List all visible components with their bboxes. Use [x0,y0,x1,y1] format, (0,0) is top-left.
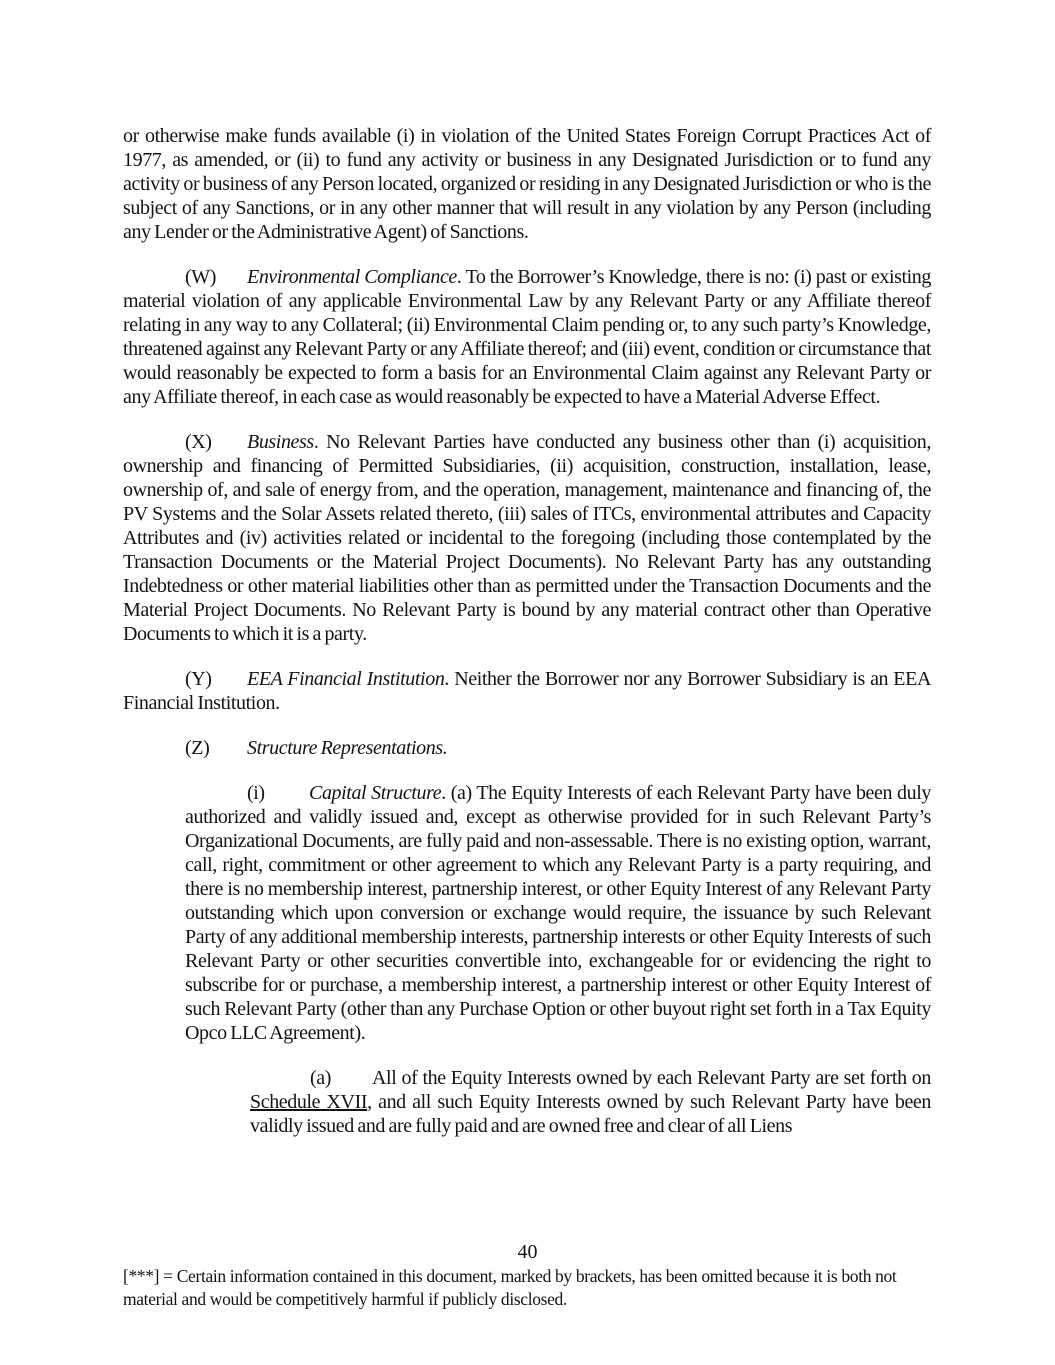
section-z-marker: (Z) [185,737,210,759]
footnote-text: [***] = Certain information contained in this document, marked by brackets, has been omitted because it is both not material and would be competitively harmful if publicly disclosed. [123,1266,897,1309]
section-w [123,265,931,409]
section-x-heading: Business [247,431,314,453]
continuation-paragraph [123,124,931,244]
section-i-body: . (a) The Equity Interests of each Relevant Party have been duly authorized and validly issued and, except as otherwise provided for in such Relevant Party’s Organizational Documents, are fully paid and non-assessable. There is no existing option, warrant, call, right, commitment or other agreement to which any Relevant Party is a party requiring, and there is no membership interest, partnership interest, or other Equity Interest of any Relevant Party outstanding which upon conversion or exchange would require, the issuance by such Relevant Party of any additional membership interests, partnership interests or other Equity Interests of such Relevant Party or other securities convertible into, exchangeable for or evidencing the right to subscribe for or purchase, a membership interest, a partnership interest or other Equity Interest of such Relevant Party (other than any Purchase Option or other buyout right set forth in a Tax Equity Opco LLC Agreement). [185,782,931,1044]
section-x-marker: (X) [185,431,212,453]
section-y-body: . Neither the Borrower nor any Borrower Subsidiary is an EEA Financial Institution. [123,668,931,714]
section-i-heading: Capital Structure [309,782,442,804]
section-w-marker: (W) [185,266,216,288]
page-number: 40 [517,1241,538,1263]
section-a-text-before: All of the Equity Interests owned by each Relevant Party are set forth on [372,1067,931,1089]
section-a-marker: (a) [310,1067,331,1089]
section-z [123,736,931,760]
document-body [123,124,931,1138]
section-y-heading: EEA Financial Institution [247,668,445,690]
section-x-body: . No Relevant Parties have conducted any business other than (i) acquisition, ownership and financing of Permitted Subsidiaries, (ii) acquisition, construction, installation, lease, ownership of, and sale of energy from, and the operation, management, maintenance and financing of, the PV Systems and the Solar Assets related thereto, (iii) sales of ITCs, environmental attributes and Capacity Attributes and (iv) activities related or incidental to the foregoing (including those contemplated by the Transaction Documents or the Material Project Documents). No Relevant Party has any outstanding Indebtedness or other material liabilities other than as permitted under the Transaction Documents and the Material Project Documents. No Relevant Party is bound by any material contract other than Operative Documents to which it is a party. [123,431,931,645]
section-x [123,430,931,646]
section-w-heading: Environmental Compliance [247,266,457,288]
section-i-marker: (i) [247,782,265,804]
section-a-text-after: , and all such Equity Interests owned by such Relevant Party have been validly issued and are fully paid and are owned free and clear of all Liens [250,1091,931,1137]
section-z-heading: Structure Representations. [247,737,448,759]
schedule-xvii-reference: Schedule XVII [250,1091,368,1113]
footnote [123,1265,941,1311]
section-a [250,1066,931,1138]
section-y-marker: (Y) [185,668,212,690]
section-y [123,667,931,715]
section-w-body: . To the Borrower’s Knowledge, there is no: (i) past or existing material violation of any applicable Environmental Law by any Relevant Party or any Affiliate thereof relating in any way to any Collateral; (ii) Environmental Claim pending or, to any such party’s Knowledge, threatened against any Relevant Party or any Affiliate thereof; and (iii) event, condition or circumstance that would reasonably be expected to form a basis for an Environmental Claim against any Relevant Party or any Affiliate thereof, in each case as would reasonably be expected to have a Material Adverse Effect. [123,266,931,408]
continuation-paragraph-text: or otherwise make funds available (i) in violation of the United States Foreign Corrupt Practices Act of 1977, as amended, or (ii) to fund any activity or business in any Designated Jurisdiction or to fund any activity or business of any Person located, organized or residing in any Designated Jurisdiction or who is the subject of any Sanctions, or in any other manner that will result in any violation by any Person (including any Lender or the Administrative Agent) of Sanctions. [123,125,931,243]
section-i [185,781,931,1045]
